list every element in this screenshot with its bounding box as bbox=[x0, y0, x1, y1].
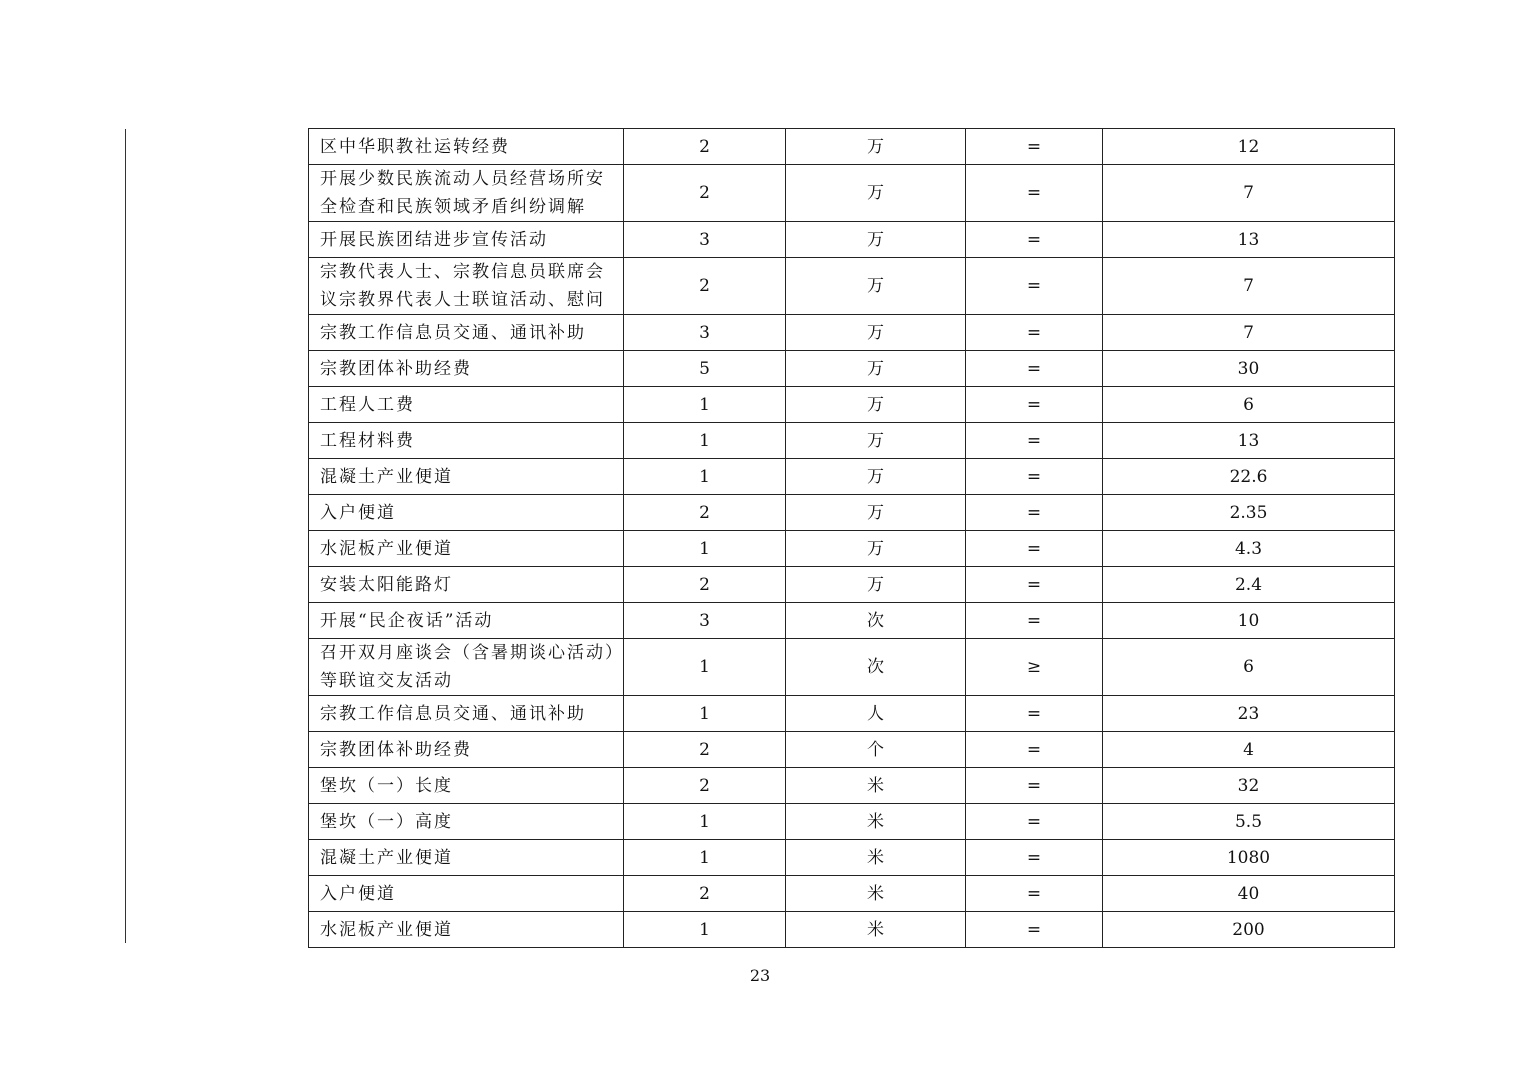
table-row bbox=[309, 258, 1395, 315]
value-cell: 7 bbox=[1103, 315, 1395, 351]
indicator-name-cell: 宗教工作信息员交通、通讯补助 bbox=[309, 315, 624, 351]
operator-cell: = bbox=[966, 567, 1103, 603]
operator-cell: = bbox=[966, 876, 1103, 912]
indicator-name-cell: 混凝土产业便道 bbox=[309, 840, 624, 876]
unit-cell: 万 bbox=[786, 567, 966, 603]
table-row bbox=[309, 696, 1395, 732]
grade-cell: 1 bbox=[624, 696, 786, 732]
value-cell: 1080 bbox=[1103, 840, 1395, 876]
indicator-name-cell: 安装太阳能路灯 bbox=[309, 567, 624, 603]
value-cell: 7 bbox=[1103, 165, 1395, 222]
value-cell: 200 bbox=[1103, 912, 1395, 948]
grade-cell: 2 bbox=[624, 567, 786, 603]
table-row bbox=[309, 495, 1395, 531]
grade-cell: 3 bbox=[624, 603, 786, 639]
value-cell: 4 bbox=[1103, 732, 1395, 768]
value-cell: 13 bbox=[1103, 222, 1395, 258]
table-row bbox=[309, 639, 1395, 696]
grade-cell: 2 bbox=[624, 258, 786, 315]
table-row bbox=[309, 912, 1395, 948]
indicator-name-cell: 宗教工作信息员交通、通讯补助 bbox=[309, 696, 624, 732]
table-row bbox=[309, 876, 1395, 912]
value-cell: 2.35 bbox=[1103, 495, 1395, 531]
value-cell: 10 bbox=[1103, 603, 1395, 639]
operator-cell: = bbox=[966, 165, 1103, 222]
table-row bbox=[309, 603, 1395, 639]
value-cell: 4.3 bbox=[1103, 531, 1395, 567]
unit-cell: 万 bbox=[786, 129, 966, 165]
table-row bbox=[309, 732, 1395, 768]
grade-cell: 1 bbox=[624, 423, 786, 459]
value-cell: 5.5 bbox=[1103, 804, 1395, 840]
grade-cell: 2 bbox=[624, 129, 786, 165]
grade-cell: 3 bbox=[624, 222, 786, 258]
table-row bbox=[309, 804, 1395, 840]
unit-cell: 万 bbox=[786, 315, 966, 351]
unit-cell: 米 bbox=[786, 876, 966, 912]
value-cell: 2.4 bbox=[1103, 567, 1395, 603]
value-cell: 12 bbox=[1103, 129, 1395, 165]
unit-cell: 万 bbox=[786, 222, 966, 258]
indicator-name-cell: 工程人工费 bbox=[309, 387, 624, 423]
unit-cell: 万 bbox=[786, 165, 966, 222]
value-cell: 23 bbox=[1103, 696, 1395, 732]
indicator-name-cell: 入户便道 bbox=[309, 876, 624, 912]
value-cell: 30 bbox=[1103, 351, 1395, 387]
operator-cell: = bbox=[966, 840, 1103, 876]
grade-cell: 2 bbox=[624, 495, 786, 531]
operator-cell: = bbox=[966, 804, 1103, 840]
unit-cell: 次 bbox=[786, 603, 966, 639]
operator-cell: = bbox=[966, 603, 1103, 639]
indicator-name-cell: 入户便道 bbox=[309, 495, 624, 531]
grade-cell: 1 bbox=[624, 912, 786, 948]
operator-cell: = bbox=[966, 495, 1103, 531]
table-row bbox=[309, 387, 1395, 423]
grade-cell: 1 bbox=[624, 387, 786, 423]
indicator-name-cell: 水泥板产业便道 bbox=[309, 912, 624, 948]
unit-cell: 米 bbox=[786, 768, 966, 804]
unit-cell: 万 bbox=[786, 258, 966, 315]
grade-cell: 2 bbox=[624, 876, 786, 912]
table-row bbox=[309, 351, 1395, 387]
operator-cell: = bbox=[966, 768, 1103, 804]
unit-cell: 人 bbox=[786, 696, 966, 732]
indicator-name-cell: 宗教团体补助经费 bbox=[309, 351, 624, 387]
indicator-name-cell: 堡坎（一）长度 bbox=[309, 768, 624, 804]
table-row bbox=[309, 840, 1395, 876]
grade-cell: 1 bbox=[624, 531, 786, 567]
table-row bbox=[309, 423, 1395, 459]
page-number: 23 bbox=[749, 966, 771, 985]
table-row bbox=[309, 315, 1395, 351]
indicator-name-cell: 区中华职教社运转经费 bbox=[309, 129, 624, 165]
indicator-name-cell: 开展民族团结进步宣传活动 bbox=[309, 222, 624, 258]
value-cell: 6 bbox=[1103, 387, 1395, 423]
grade-cell: 1 bbox=[624, 639, 786, 696]
operator-cell: = bbox=[966, 912, 1103, 948]
indicator-name-cell: 开展少数民族流动人员经营场所安全检查和民族领域矛盾纠纷调解 bbox=[309, 165, 624, 222]
indicator-name-cell: 水泥板产业便道 bbox=[309, 531, 624, 567]
indicator-name-cell: 工程材料费 bbox=[309, 423, 624, 459]
indicator-table bbox=[308, 128, 1395, 948]
unit-cell: 万 bbox=[786, 495, 966, 531]
value-cell: 13 bbox=[1103, 423, 1395, 459]
operator-cell: = bbox=[966, 258, 1103, 315]
value-cell: 32 bbox=[1103, 768, 1395, 804]
table-row bbox=[309, 459, 1395, 495]
table-row bbox=[309, 768, 1395, 804]
table-row bbox=[309, 531, 1395, 567]
grade-cell: 5 bbox=[624, 351, 786, 387]
operator-cell: = bbox=[966, 351, 1103, 387]
unit-cell: 万 bbox=[786, 423, 966, 459]
value-cell: 6 bbox=[1103, 639, 1395, 696]
operator-cell: = bbox=[966, 222, 1103, 258]
unit-cell: 万 bbox=[786, 531, 966, 567]
grade-cell: 1 bbox=[624, 804, 786, 840]
table-row bbox=[309, 129, 1395, 165]
operator-cell: = bbox=[966, 387, 1103, 423]
page-margin-line bbox=[125, 129, 126, 943]
value-cell: 7 bbox=[1103, 258, 1395, 315]
grade-cell: 1 bbox=[624, 459, 786, 495]
indicator-name-cell: 宗教代表人士、宗教信息员联席会议宗教界代表人士联谊活动、慰问 bbox=[309, 258, 624, 315]
operator-cell: = bbox=[966, 696, 1103, 732]
unit-cell: 次 bbox=[786, 639, 966, 696]
grade-cell: 1 bbox=[624, 840, 786, 876]
operator-cell: = bbox=[966, 459, 1103, 495]
table-row bbox=[309, 567, 1395, 603]
indicator-name-cell: 宗教团体补助经费 bbox=[309, 732, 624, 768]
grade-cell: 2 bbox=[624, 732, 786, 768]
operator-cell: = bbox=[966, 732, 1103, 768]
operator-cell: ≥ bbox=[966, 639, 1103, 696]
unit-cell: 万 bbox=[786, 459, 966, 495]
unit-cell: 万 bbox=[786, 387, 966, 423]
grade-cell: 2 bbox=[624, 768, 786, 804]
operator-cell: = bbox=[966, 423, 1103, 459]
indicator-name-cell: 开展“民企夜话”活动 bbox=[309, 603, 624, 639]
grade-cell: 2 bbox=[624, 165, 786, 222]
grade-cell: 3 bbox=[624, 315, 786, 351]
unit-cell: 个 bbox=[786, 732, 966, 768]
operator-cell: = bbox=[966, 315, 1103, 351]
indicator-name-cell: 召开双月座谈会（含暑期谈心活动）等联谊交友活动 bbox=[309, 639, 624, 696]
unit-cell: 米 bbox=[786, 840, 966, 876]
unit-cell: 万 bbox=[786, 351, 966, 387]
unit-cell: 米 bbox=[786, 912, 966, 948]
unit-cell: 米 bbox=[786, 804, 966, 840]
operator-cell: = bbox=[966, 129, 1103, 165]
indicator-name-cell: 混凝土产业便道 bbox=[309, 459, 624, 495]
value-cell: 22.6 bbox=[1103, 459, 1395, 495]
operator-cell: = bbox=[966, 531, 1103, 567]
value-cell: 40 bbox=[1103, 876, 1395, 912]
table-row bbox=[309, 222, 1395, 258]
table-row bbox=[309, 165, 1395, 222]
indicator-name-cell: 堡坎（一）高度 bbox=[309, 804, 624, 840]
